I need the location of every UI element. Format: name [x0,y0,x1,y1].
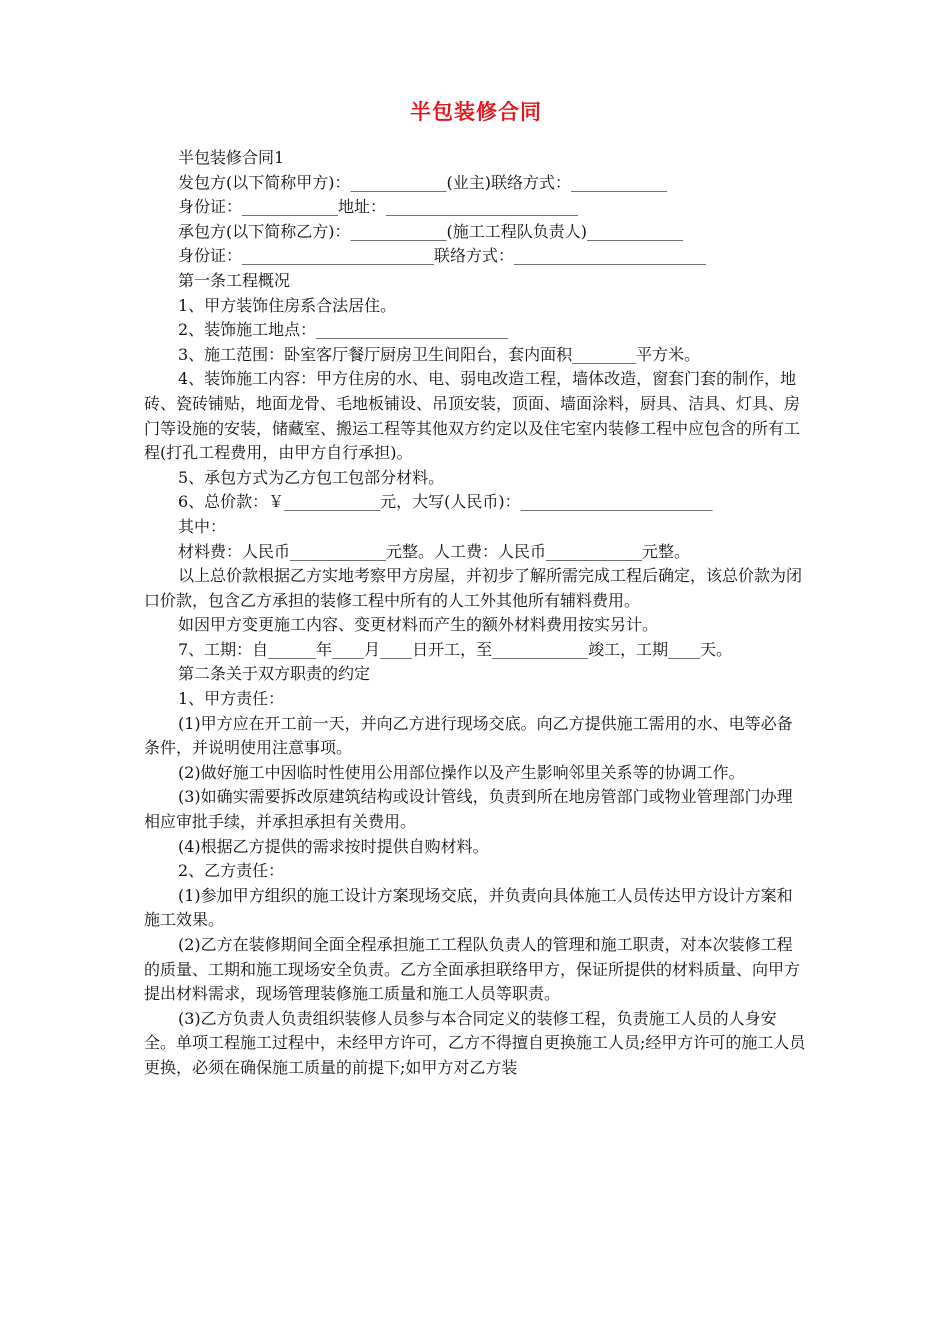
paragraph: 半包装修合同1 [178,148,285,167]
paragraph: 4、装饰施工内容：甲方住房的水、电、弱电改造工程，墙体改造，窗套门套的制作，地砖、瓷砖铺贴，地面龙骨、毛地板铺设、吊顶安装，顶面、墙面涂料，厨具、洁具、灯具、房门等设施的安装，储藏室、搬运工程等其他双方约定以及住宅室内装修工程中应包含的所有工程(打孔工程费用，由甲方自行承担)。 [144,369,801,463]
paragraph: 承包方(以下简称乙方)：____________(施工工程队负责人)____________ [178,221,683,241]
paragraph: (4)根据乙方提供的需求按时提供自购材料。 [178,836,489,856]
section-heading: 第二条关于双方职责的约定 [178,664,371,684]
section-heading: 第一条工程概况 [178,270,291,290]
paragraph: (2)乙方在装修期间全面全程承担施工工程队负责人的管理和施工职责，对本次装修工程的质量、工期和施工现场安全负责。乙方全面承担联络甲方，保证所提供的材料质量、向甲方提出材料需求，现场管理装修施工质量和施工人员等职责。 [144,935,801,1004]
paragraph: 7、工期：自______年____月____日开工，至____________竣工，工期____天。 [178,639,733,659]
paragraph: (1)参加甲方组织的施工设计方案现场交底，并负责向具体施工人员传达甲方设计方案和施工效果。 [144,885,793,930]
paragraph: 5、承包方式为乙方包工包部分材料。 [178,467,445,487]
paragraph: 3、施工范围：卧室客厅餐厅厨房卫生间阳台，套内面积________平方米。 [178,344,701,364]
contract-page [144,96,808,1081]
paragraph: 2、装饰施工地点：________________________ [178,320,509,340]
paragraph: (3)如确实需要拆改原建筑结构或设计管线，负责到所在地房管部门或物业管理部门办理相应审批手续，并承担承担有关费用。 [144,787,793,832]
document-body [144,146,808,1081]
paragraph: 2、乙方责任： [178,861,285,881]
paragraph: 材料费：人民币____________元整。人工费：人民币____________元整。 [178,541,691,561]
paragraph: 发包方(以下简称甲方)：____________(业主)联络方式：____________ [178,172,667,192]
paragraph: 身份证：________________________联络方式：________________________ [178,246,707,266]
paragraph: 如因甲方变更施工内容、变更材料而产生的额外材料费用按实另计。 [178,615,659,635]
paragraph: (1)甲方应在开工前一天，并向乙方进行现场交底。向乙方提供施工需用的水、电等必备条件，并说明使用注意事项。 [144,713,793,758]
paragraph: 其中： [178,516,227,536]
paragraph: 身份证：____________地址：________________________ [178,197,579,217]
paragraph: (2)做好施工中因临时性使用公用部位操作以及产生影响邻里关系等的协调工作。 [178,762,745,782]
paragraph: 以上总价款根据乙方实地考察甲方房屋，并初步了解所需完成工程后确定，该总价款为闭口价款，包含乙方承担的装修工程中所有的人工外其他所有辅料费用。 [144,566,803,610]
paragraph: 1、甲方装饰住房系合法居住。 [178,295,397,315]
document-title: 半包装修合同 [410,100,542,124]
paragraph: (3)乙方负责人负责组织装修人员参与本合同定义的装修工程，负责施工人员的人身安全。单项工程施工过程中，未经甲方许可，乙方不得擅自更换施工人员;经甲方许可的施工人员更换，必须在确保施工质量的前提下;如甲方对乙方装 [144,1008,806,1077]
paragraph: 1、甲方责任： [178,689,285,709]
paragraph: 6、总价款：￥____________元，大写(人民币)：________________________ [178,492,713,512]
